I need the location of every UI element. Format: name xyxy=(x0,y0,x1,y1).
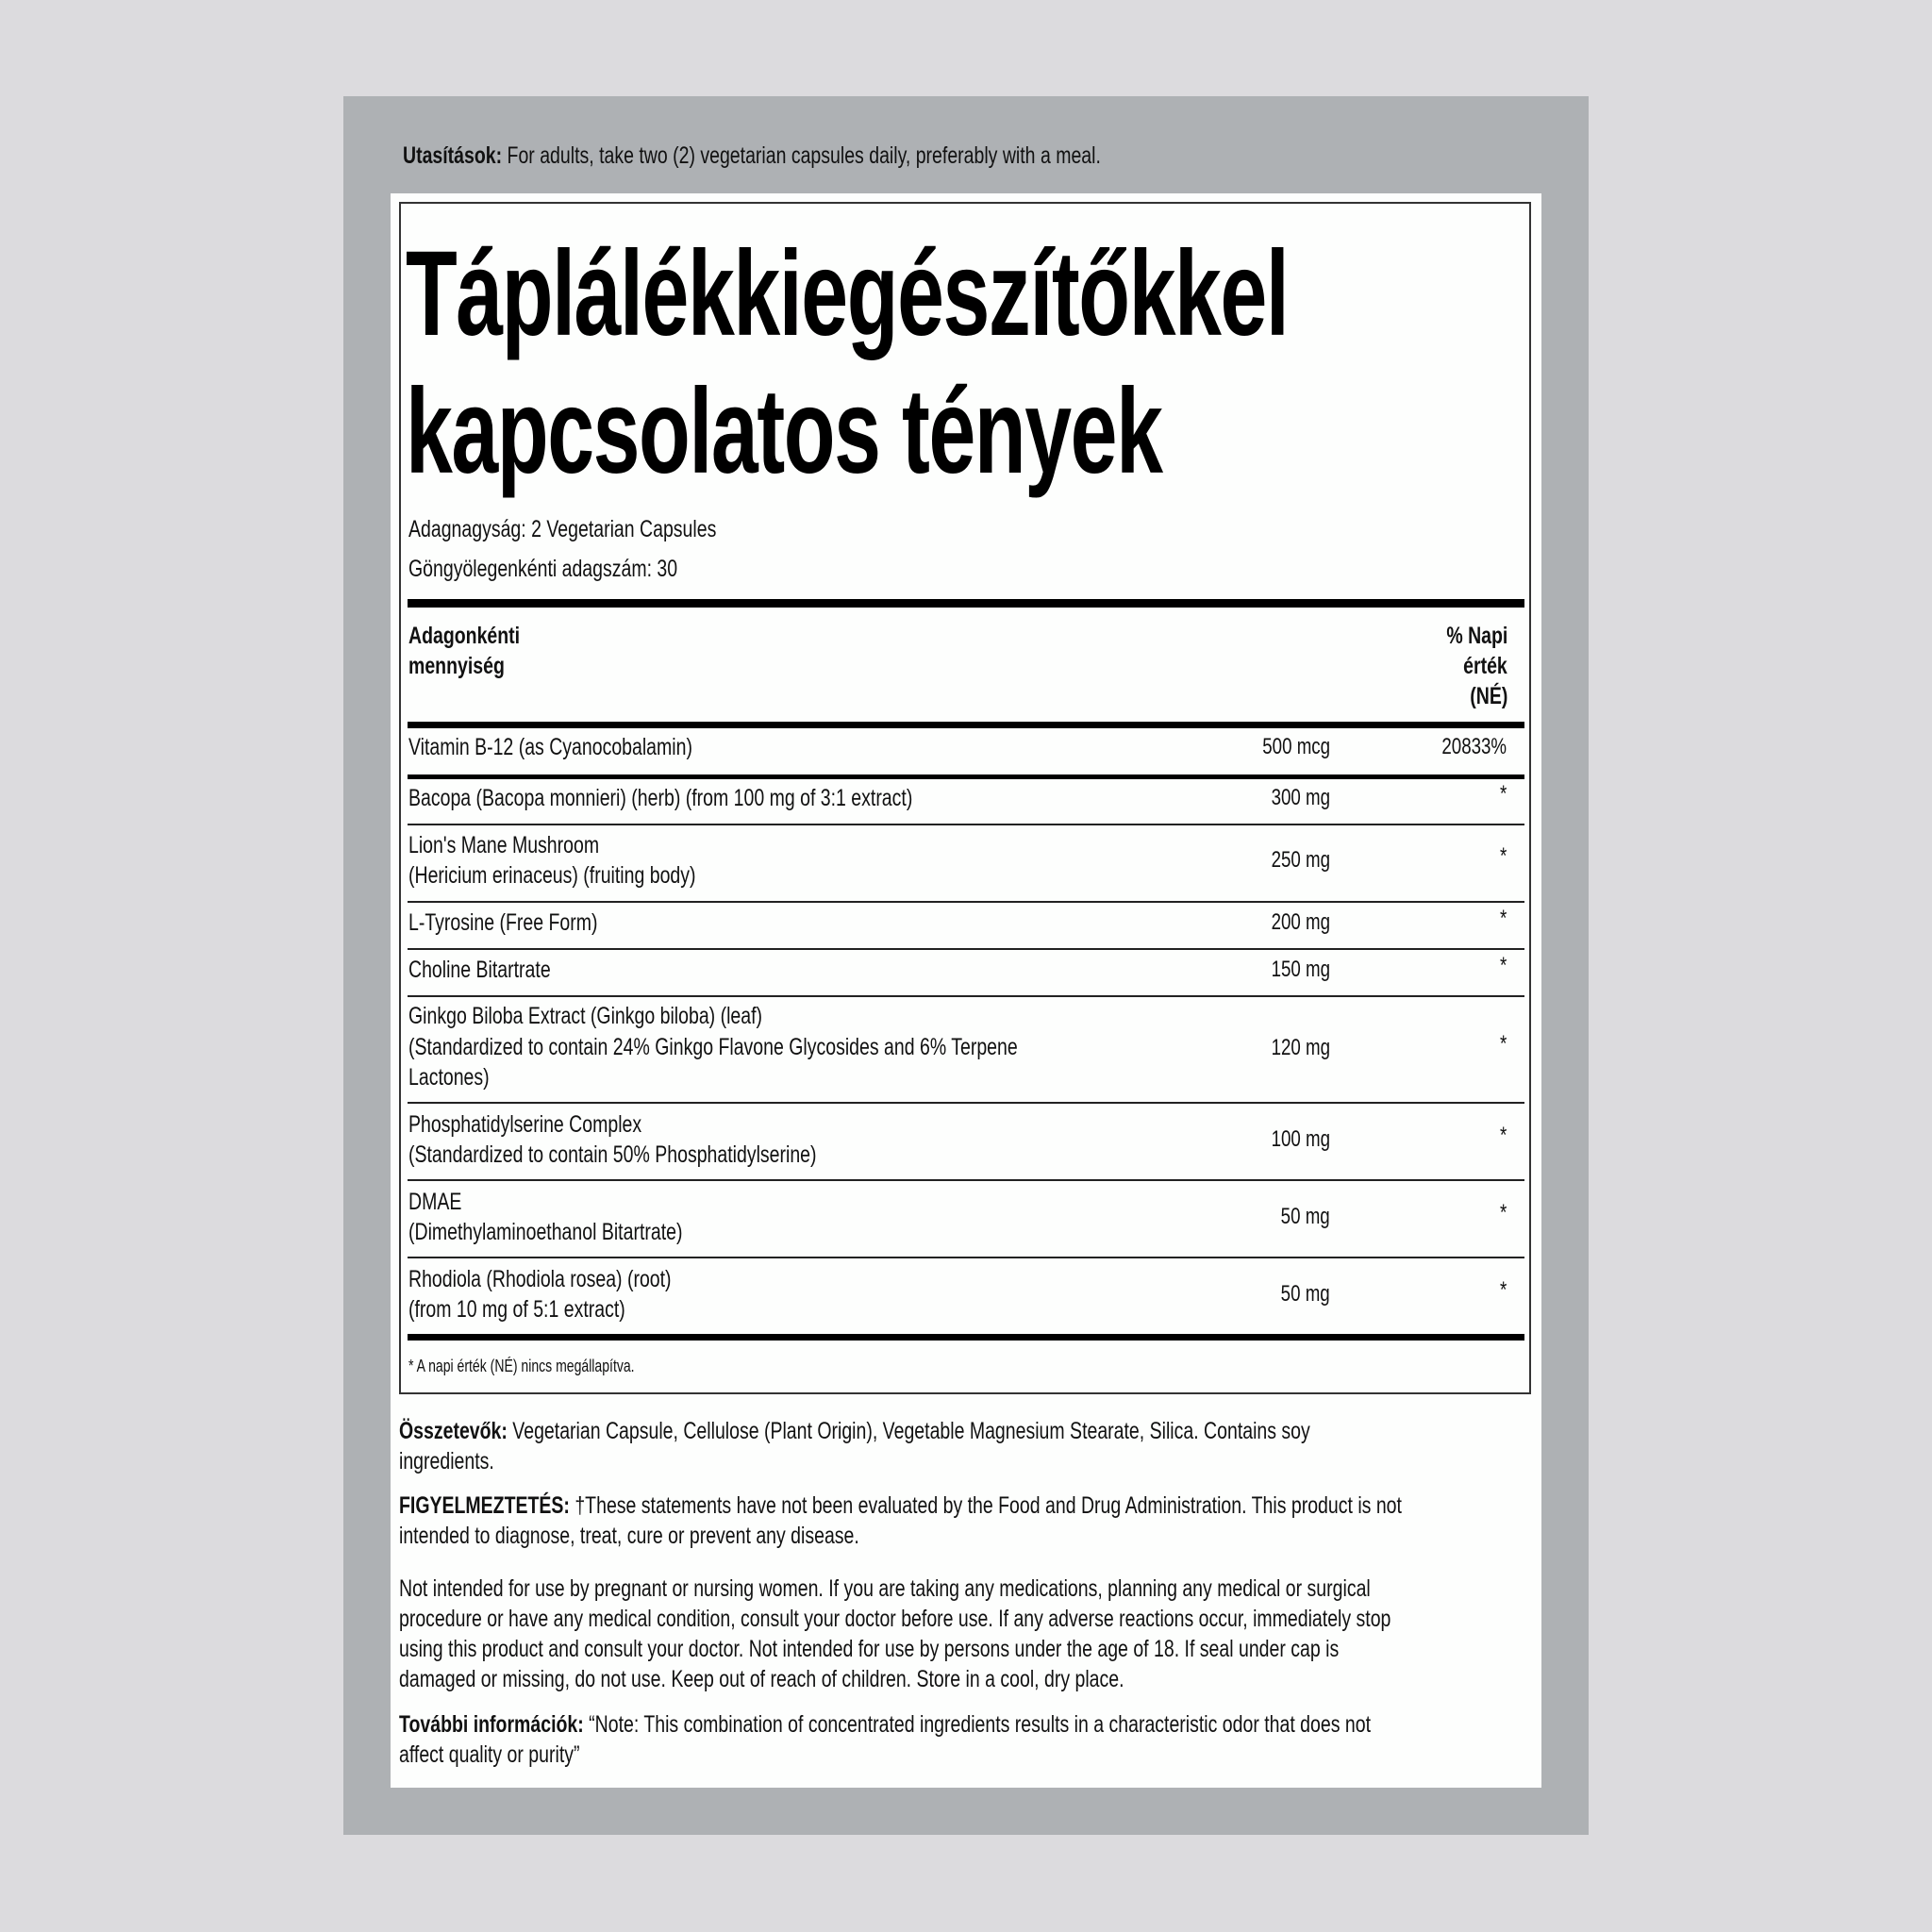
thick-divider xyxy=(408,1334,1524,1341)
warning-paragraph-line: damaged or missing, do not use. Keep out of reach of children. Store in a cool, dry place. xyxy=(399,1666,1124,1692)
warning-paragraph-line: using this product and consult your doctor. Not intended for use by persons under the age of 18. If seal under cap is xyxy=(399,1636,1340,1662)
other-ingredients-line2: ingredients. xyxy=(399,1448,494,1474)
warning-line1 xyxy=(399,1494,1402,1518)
warning-paragraph-line: Not intended for use by pregnant or nursing women. If you are taking any medications, planning any medical or surgical xyxy=(399,1575,1371,1602)
facts-title-line2: kapcsolatos tények xyxy=(406,364,1162,499)
ingredient-amount: 150 mg xyxy=(1271,957,1330,982)
ingredient-name-detail: Lactones) xyxy=(408,1064,490,1091)
amount-per-serving-header-line2: mennyiség xyxy=(408,653,505,679)
thin-divider xyxy=(408,1102,1524,1104)
more-info-text: “Note: This combination of concentrated ingredients results in a characteristic odor that does not xyxy=(583,1711,1372,1738)
ingredient-name: Phosphatidylserine Complex xyxy=(408,1111,642,1138)
thick-divider xyxy=(408,722,1524,728)
ingredient-name: Lion's Mane Mushroom xyxy=(408,832,600,858)
thin-divider xyxy=(408,1179,1524,1181)
directions-label: Utasítások: xyxy=(403,142,503,169)
servings-per-container: Göngyölegenkénti adagszám: 30 xyxy=(408,556,678,582)
more-info-label: További információk: xyxy=(399,1711,584,1738)
ingredient-amount: 500 mcg xyxy=(1262,734,1330,759)
ingredient-daily-value: * xyxy=(1499,953,1507,978)
ingredient-amount: 50 mg xyxy=(1280,1204,1330,1229)
ingredient-name-detail: (Standardized to contain 24% Ginkgo Flavone Glycosides and 6% Terpene xyxy=(408,1034,1018,1060)
ingredient-name-detail: (from 10 mg of 5:1 extract) xyxy=(408,1296,625,1323)
ingredient-daily-value: * xyxy=(1499,906,1507,931)
ingredient-amount: 300 mg xyxy=(1271,785,1330,810)
ingredient-amount: 50 mg xyxy=(1280,1281,1330,1307)
ingredient-daily-value: * xyxy=(1499,1277,1507,1303)
thin-divider xyxy=(408,995,1524,997)
thin-divider xyxy=(408,1257,1524,1258)
ingredient-name: Bacopa (Bacopa monnieri) (herb) (from 100 mg of 3:1 extract) xyxy=(408,785,913,811)
ingredient-amount: 120 mg xyxy=(1271,1035,1330,1060)
daily-value-header-line1: % Napi xyxy=(1445,623,1507,649)
ingredient-daily-value: 20833% xyxy=(1441,734,1507,759)
ingredient-name: Vitamin B-12 (as Cyanocobalamin) xyxy=(408,734,692,760)
warning-text: †These statements have not been evaluated by the Food and Drug Administration. This product is not xyxy=(569,1492,1402,1519)
ingredient-daily-value: * xyxy=(1499,1123,1507,1148)
thin-divider xyxy=(408,948,1524,950)
ingredient-name-detail: (Standardized to contain 50% Phosphatidylserine) xyxy=(408,1141,817,1168)
ingredient-name: Rhodiola (Rhodiola rosea) (root) xyxy=(408,1266,672,1292)
ingredient-daily-value: * xyxy=(1499,1031,1507,1057)
facts-title-line1: Táplálékkiegészítőkkel xyxy=(406,226,1289,361)
amount-per-serving-header-line1: Adagonkénti xyxy=(408,623,521,649)
other-ingredients-text: Vegetarian Capsule, Cellulose (Plant Origin), Vegetable Magnesium Stearate, Silica. Contains soy xyxy=(507,1418,1310,1444)
ingredient-daily-value: * xyxy=(1499,843,1507,869)
ingredient-daily-value: * xyxy=(1499,781,1507,807)
daily-value-header-line3: (NÉ) xyxy=(1469,683,1507,709)
directions-line xyxy=(403,144,1101,168)
medium-divider xyxy=(408,774,1524,779)
ingredient-amount: 200 mg xyxy=(1271,909,1330,935)
more-info-line1 xyxy=(399,1713,1371,1737)
thick-divider xyxy=(408,599,1524,608)
ingredient-amount: 100 mg xyxy=(1271,1126,1330,1152)
daily-value-footnote: * A napi érték (NÉ) nincs megállapítva. xyxy=(408,1357,635,1375)
directions-text: For adults, take two (2) vegetarian capsules daily, preferably with a meal. xyxy=(502,142,1101,169)
ingredient-name: Ginkgo Biloba Extract (Ginkgo biloba) (leaf) xyxy=(408,1003,763,1029)
ingredient-name: DMAE xyxy=(408,1189,462,1215)
thin-divider xyxy=(408,824,1524,825)
warning-label: FIGYELMEZTETÉS: xyxy=(399,1492,570,1519)
ingredient-amount: 250 mg xyxy=(1271,847,1330,873)
other-ingredients-label: Összetevők: xyxy=(399,1418,508,1444)
serving-size: Adagnagyság: 2 Vegetarian Capsules xyxy=(408,516,717,542)
other-ingredients-line1 xyxy=(399,1420,1310,1443)
daily-value-header-line2: érték xyxy=(1463,653,1507,679)
warning-line2: intended to diagnose, treat, cure or prevent any disease. xyxy=(399,1523,859,1549)
more-info-line2: affect quality or purity” xyxy=(399,1741,580,1768)
warning-paragraph-line: procedure or have any medical condition, consult your doctor before use. If any adverse reactions occur, immediately stop xyxy=(399,1606,1391,1632)
ingredient-name: Choline Bitartrate xyxy=(408,957,551,983)
thin-divider xyxy=(408,901,1524,903)
ingredient-name-detail: (Hericium erinaceus) (fruiting body) xyxy=(408,862,696,889)
ingredient-name: L-Tyrosine (Free Form) xyxy=(408,909,598,936)
ingredient-daily-value: * xyxy=(1499,1200,1507,1225)
ingredient-name-detail: (Dimethylaminoethanol Bitartrate) xyxy=(408,1219,683,1245)
